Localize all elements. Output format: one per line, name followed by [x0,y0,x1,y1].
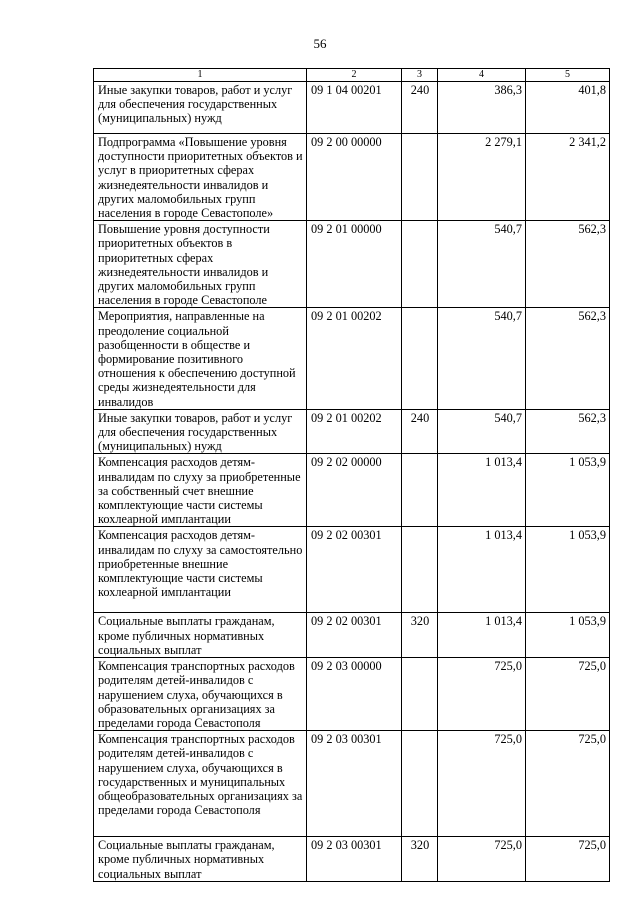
row-value-2-cell: 1 053,9 [526,527,610,613]
row-value-2-cell: 401,8 [526,82,610,134]
row-value-1-cell: 2 279,1 [438,134,526,221]
row-value-2-cell: 2 341,2 [526,134,610,221]
row-value-2-cell: 562,3 [526,409,610,454]
column-header-1: 1 [94,69,307,82]
row-code-cell: 09 2 01 00000 [307,221,402,308]
row-type-cell: 240 [402,409,438,454]
row-name-cell: Компенсация расходов детям-инвалидам по слуху за приобретенные за собственный счет внешние комплектующие части системы кохлеарной имплантации [94,454,307,527]
row-type-cell: 240 [402,82,438,134]
row-type-cell [402,731,438,837]
row-name-cell: Компенсация транспортных расходов родителям детей-инвалидов с нарушением слуха, обучающихся в образовательных организациях за пределами города Севастополя [94,658,307,731]
row-value-1-cell: 540,7 [438,409,526,454]
row-type-cell [402,454,438,527]
table-row [94,409,610,454]
row-type-cell [402,134,438,221]
row-value-2-cell: 562,3 [526,221,610,308]
row-code-cell: 09 2 01 00202 [307,308,402,409]
table-row [94,82,610,134]
table-row [94,837,610,882]
page-number: 56 [313,36,327,51]
table-row [94,731,610,837]
row-code-cell: 09 2 02 00301 [307,527,402,613]
column-header-3: 3 [402,69,438,82]
row-value-2-cell: 1 053,9 [526,613,610,658]
row-name-cell: Иные закупки товаров, работ и услуг для обеспечения государственных (муниципальных) нужд [94,409,307,454]
row-code-cell: 09 2 01 00202 [307,409,402,454]
row-name-cell: Мероприятия, направленные на преодоление социальной разобщенности в обществе и формирование позитивного отношения к обеспечению доступной среды жизнедеятельности для инвалидов [94,308,307,409]
table-row [94,613,610,658]
row-value-2-cell: 725,0 [526,658,610,731]
table-row [94,454,610,527]
table-header-row [94,69,610,82]
row-code-cell: 09 2 03 00000 [307,658,402,731]
row-type-cell [402,221,438,308]
row-value-1-cell: 1 013,4 [438,527,526,613]
row-type-cell [402,658,438,731]
row-value-1-cell: 540,7 [438,308,526,409]
row-name-cell: Компенсация транспортных расходов родителям детей-инвалидов с нарушением слуха, обучающихся в государственных и муниципальных общеобразовательных организациях за пределами города Севастополя [94,731,307,837]
table-body [94,82,610,882]
row-type-cell [402,527,438,613]
row-value-2-cell: 1 053,9 [526,454,610,527]
table-row [94,527,610,613]
row-name-cell: Повышение уровня доступности приоритетных объектов в приоритетных сферах жизнедеятельности инвалидов и других маломобильных групп населения в городе Севастополе [94,221,307,308]
row-type-cell: 320 [402,837,438,882]
table-row [94,308,610,409]
row-value-1-cell: 1 013,4 [438,613,526,658]
row-code-cell: 09 2 03 00301 [307,837,402,882]
row-code-cell: 09 2 00 00000 [307,134,402,221]
row-value-2-cell: 562,3 [526,308,610,409]
row-name-cell: Иные закупки товаров, работ и услуг для обеспечения государственных (муниципальных) нужд [94,82,307,134]
row-value-2-cell: 725,0 [526,731,610,837]
row-value-1-cell: 725,0 [438,658,526,731]
row-value-2-cell: 725,0 [526,837,610,882]
table-row [94,221,610,308]
row-code-cell: 09 1 04 00201 [307,82,402,134]
table-row [94,658,610,731]
row-type-cell: 320 [402,613,438,658]
row-name-cell: Социальные выплаты гражданам, кроме публичных нормативных социальных выплат [94,837,307,882]
column-header-5: 5 [526,69,610,82]
row-value-1-cell: 540,7 [438,221,526,308]
row-code-cell: 09 2 02 00301 [307,613,402,658]
row-code-cell: 09 2 03 00301 [307,731,402,837]
row-name-cell: Социальные выплаты гражданам, кроме публичных нормативных социальных выплат [94,613,307,658]
row-code-cell: 09 2 02 00000 [307,454,402,527]
row-name-cell: Компенсация расходов детям-инвалидам по слуху за самостоятельно приобретенные внешние комплектующие части системы кохлеарной имплантации [94,527,307,613]
column-header-4: 4 [438,69,526,82]
row-value-1-cell: 725,0 [438,837,526,882]
column-header-2: 2 [307,69,402,82]
row-type-cell [402,308,438,409]
row-name-cell: Подпрограмма «Повышение уровня доступности приоритетных объектов и услуг в приоритетных сферах жизнедеятельности инвалидов и других маломобильных групп населения в городе Севастополе» [94,134,307,221]
table-row [94,134,610,221]
budget-table [93,68,610,882]
row-value-1-cell: 1 013,4 [438,454,526,527]
row-value-1-cell: 386,3 [438,82,526,134]
row-value-1-cell: 725,0 [438,731,526,837]
